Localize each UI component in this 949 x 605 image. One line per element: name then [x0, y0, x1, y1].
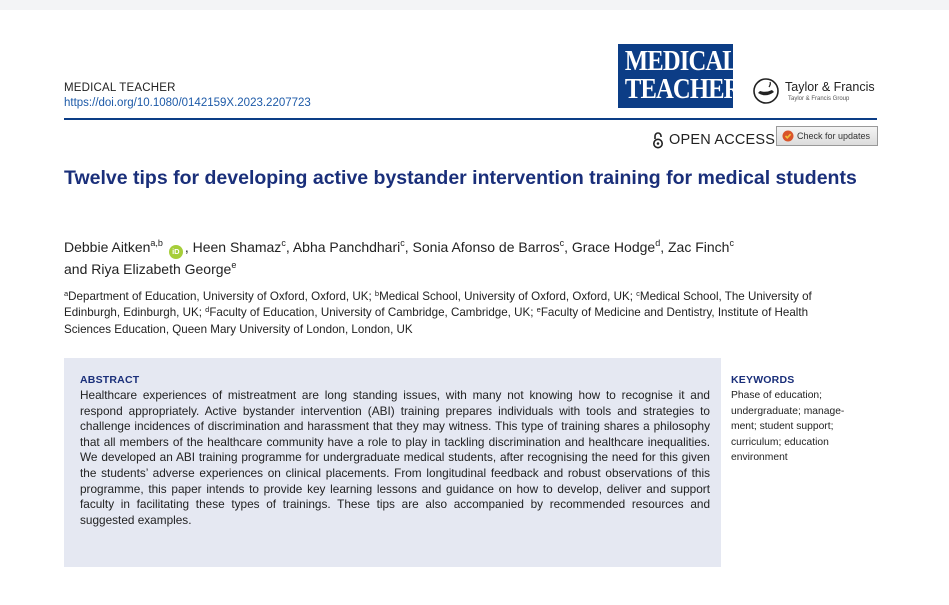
- author-sup: e: [231, 260, 237, 270]
- affiliation-text: Faculty of Education, University of Cambridge, Cambridge, UK;: [209, 306, 537, 320]
- crossmark-icon: [782, 130, 794, 142]
- keyword-line: curriculum; education: [731, 436, 829, 448]
- keyword-line: environment: [731, 452, 788, 463]
- affiliation-sup: b: [374, 289, 380, 298]
- affiliation-text: Medical School, University of Oxford, Oxford, UK;: [379, 290, 637, 303]
- journal-name: MEDICAL TEACHER: [64, 82, 176, 94]
- affiliation-text: Department of Education, University of Oxford, Oxford, UK;: [68, 290, 375, 303]
- journal-logo: [618, 44, 741, 108]
- keyword-line: Phase of education;: [731, 390, 823, 401]
- abstract-heading: ABSTRACT: [80, 374, 140, 386]
- author-name[interactable]: Riya Elizabeth George: [91, 261, 232, 277]
- check-for-updates-label: Check for updates: [797, 131, 871, 141]
- author-sup: c: [400, 238, 405, 248]
- check-for-updates-button[interactable]: [776, 126, 878, 146]
- open-lock-icon: [652, 131, 664, 149]
- header-rule: [64, 118, 877, 120]
- article-title: Twelve tips for developing active bystander intervention training for medical students: [64, 167, 857, 189]
- journal-logo-line1: MEDICAL: [624, 46, 738, 77]
- author-name[interactable]: Debbie Aitken: [64, 239, 151, 255]
- keyword-line: ment; student support;: [731, 421, 834, 432]
- affiliation-sup: c: [636, 289, 640, 298]
- affiliation-sup: d: [205, 305, 210, 315]
- affiliation-sup: a: [64, 289, 69, 298]
- author-sup: c: [729, 238, 734, 248]
- author-sup: a,b: [150, 238, 163, 248]
- publisher-name: Taylor & Francis: [785, 80, 875, 94]
- keywords-heading: KEYWORDS: [731, 374, 795, 386]
- abstract-text: Healthcare experiences of mistreatment are long standing issues, with many not knowing how to recognise it and respond appropriately. Active bystander intervention (ABI) training prepares individuals with tools and strategies to challenge incidences of discrimination and harassment that they may witness. This type of training shares a philosophy that all members of the healthcare community have a role to play in tackling discrimination and healthcare inequalities. We developed an ABI training programme for undergraduate medical students, after recognising the need for this given the students’ adverse experiences on clinical placements. From longitudinal feedback and robust observations of this programme, this paper intends to provide key learning lessons and guidance on how to develop, deliver and support faculty in facilitating these types of trainings. These tips are also accompanied by recommended resources and suggested examples.: [80, 388, 710, 527]
- author-name[interactable]: Heen Shamaz: [192, 239, 282, 255]
- top-strip: [0, 0, 949, 10]
- open-access-label: OPEN ACCESS: [669, 132, 776, 148]
- journal-logo-line2: TEACHER: [624, 74, 741, 105]
- affiliation-text: Faculty of Medicine and Dentistry, Institute of Health Sciences Education, Queen Mary University of London, London, UK: [64, 306, 809, 336]
- oil-lamp-icon: [752, 78, 780, 104]
- orcid-icon[interactable]: iD: [169, 245, 183, 259]
- affiliation-sup: e: [536, 305, 541, 315]
- doi-link[interactable]: https://doi.org/10.1080/0142159X.2023.2207723: [64, 97, 311, 109]
- affiliations: [64, 289, 854, 338]
- author-sup: d: [655, 238, 661, 248]
- author-name[interactable]: Abha Panchdhari: [292, 239, 401, 255]
- publisher-group: Taylor & Francis Group: [788, 96, 850, 102]
- author-name[interactable]: Zac Finch: [668, 239, 730, 255]
- publisher-logo: [752, 78, 882, 108]
- affiliation-text: Medical School, The University of Edinburgh, Edinburgh, UK;: [64, 290, 812, 320]
- author-sup: c: [559, 238, 565, 248]
- author-sup: c: [281, 238, 286, 248]
- author-list: Debbie Aitken$^{a,b}$ iD , Heen Shamaz$^c$, Abha Panchdhari$^c$, Sonia Afonso de Barros$^c$, Grace Hodge$^d$, Zac Finch$^c$ and Riya Elizabeth George$^e$: [64, 238, 734, 277]
- keywords-list: [731, 388, 871, 466]
- author-name[interactable]: Grace Hodge: [571, 239, 656, 255]
- author-name[interactable]: Sonia Afonso de Barros: [412, 239, 560, 255]
- keyword-line: undergraduate; manage-: [731, 405, 845, 417]
